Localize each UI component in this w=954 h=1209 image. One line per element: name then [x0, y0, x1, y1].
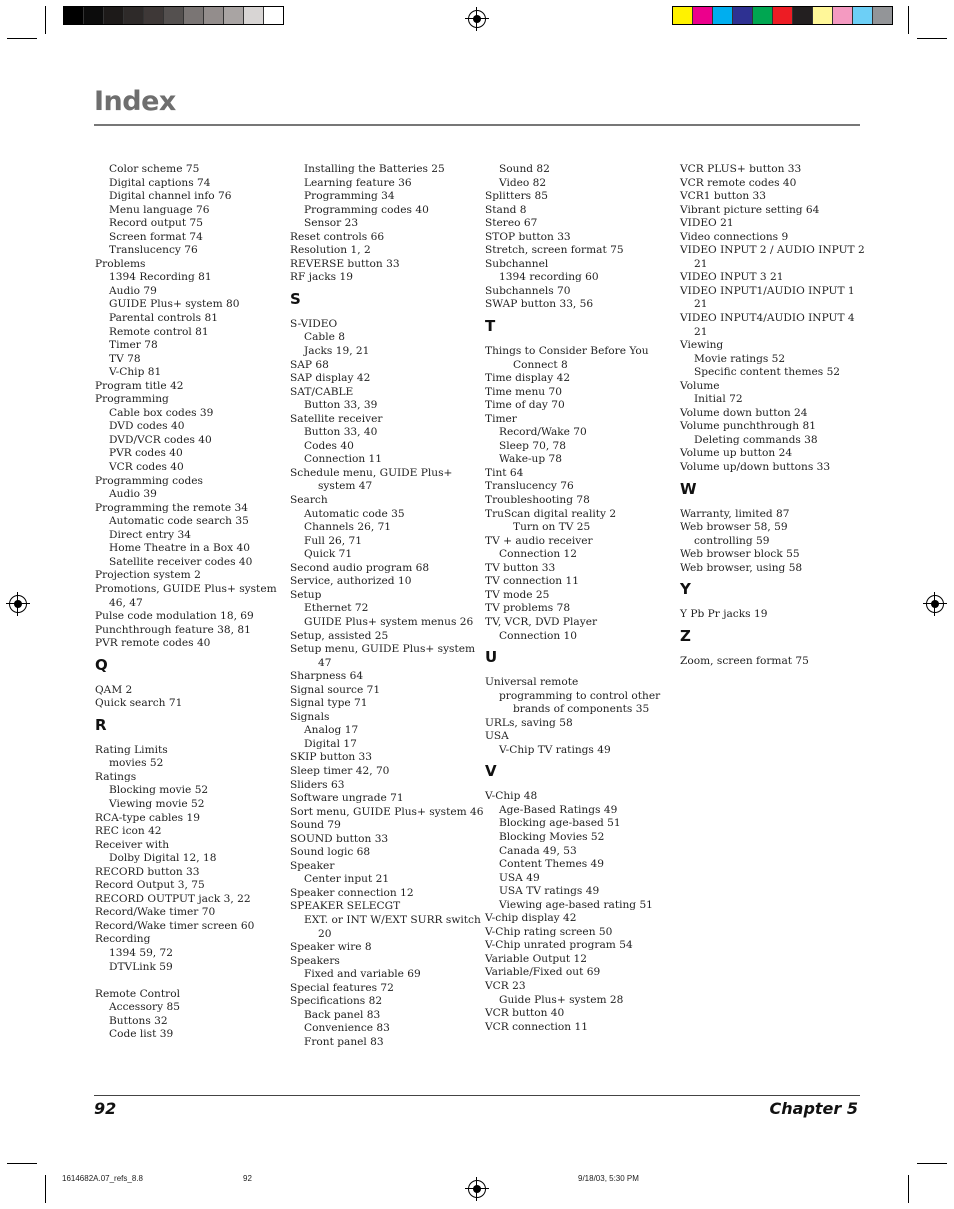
index-entry: TruScan digital reality 2 — [485, 507, 617, 520]
index-subentry: controlling 59 — [694, 534, 770, 547]
index-subentry: Accessory 85 — [109, 1001, 180, 1014]
index-entry: TV button 33 — [485, 561, 556, 574]
index-entry: Speaker — [290, 859, 335, 872]
index-entry: Universal remote — [485, 676, 579, 689]
index-subentry: Connection 11 — [304, 453, 383, 466]
index-entry: TV problems 78 — [485, 602, 571, 615]
index-subentry: 1394 Recording 81 — [109, 271, 212, 284]
index-letter-heading: Z — [680, 626, 691, 645]
index-entry: Things to Consider Before You — [485, 345, 649, 358]
index-subentry: Turn on TV 25 — [513, 521, 591, 534]
footer-rule — [94, 1095, 860, 1096]
index-subentry: Parental controls 81 — [109, 312, 218, 325]
index-letter-heading: T — [485, 317, 496, 336]
index-subentry: Translucency 76 — [109, 244, 198, 257]
index-entry: REVERSE button 33 — [290, 257, 400, 270]
index-subentry: Audio 79 — [109, 284, 157, 297]
index-subentry: Specific content themes 52 — [694, 366, 841, 379]
color-swatch — [873, 7, 892, 24]
index-subentry: Initial 72 — [694, 393, 743, 406]
index-subentry: Guide Plus+ system 28 — [499, 993, 624, 1006]
index-subentry: TV 78 — [109, 352, 141, 365]
index-subentry: Sound 82 — [499, 163, 550, 175]
index-entry: Pulse code modulation 18, 69 — [95, 610, 254, 623]
index-entry: Punchthrough feature 38, 81 — [95, 623, 251, 636]
index-entry: QAM 2 — [95, 683, 133, 696]
index-entry: Resolution 1, 2 — [290, 244, 371, 257]
color-swatch — [713, 7, 733, 24]
index-subentry: Convenience 83 — [304, 1022, 390, 1035]
index-entry: V-Chip rating screen 50 — [485, 925, 613, 938]
index-entry: VCR remote codes 40 — [680, 176, 797, 189]
index-entry: Timer — [485, 412, 517, 425]
index-column-3 — [485, 163, 671, 1034]
color-swatch — [813, 7, 833, 24]
index-subentry: V-Chip 81 — [109, 366, 162, 379]
index-subentry: 20 — [318, 927, 332, 940]
index-entry: Stereo 67 — [485, 217, 538, 230]
crop-mark — [45, 6, 46, 34]
index-subentry: Buttons 32 — [109, 1014, 168, 1027]
index-entry: Schedule menu, GUIDE Plus+ — [290, 466, 453, 479]
index-entry: Volume — [680, 379, 720, 392]
index-entry: Programming codes — [95, 474, 203, 487]
color-swatch-bar — [672, 6, 893, 25]
index-entry: REC icon 42 — [95, 825, 162, 838]
index-entry: TV mode 25 — [485, 588, 550, 601]
color-swatch — [84, 7, 104, 24]
index-subentry: Wake-up 78 — [499, 453, 563, 466]
index-entry: VIDEO INPUT 2 / AUDIO INPUT 2 — [680, 244, 865, 257]
color-swatch — [733, 7, 753, 24]
index-subentry: Sleep 70, 78 — [499, 439, 567, 452]
color-swatch — [773, 7, 793, 24]
slug-page-number: 92 — [243, 1174, 252, 1183]
index-subentry: Movie ratings 52 — [694, 352, 786, 365]
index-subentry: Programming codes 40 — [304, 203, 429, 216]
index-subentry: Color scheme 75 — [109, 163, 200, 175]
index-subentry: Deleting commands 38 — [694, 433, 818, 446]
index-subentry: GUIDE Plus+ system menus 26 — [304, 615, 474, 628]
index-entry: Ratings — [95, 770, 137, 783]
index-subentry: 47 — [318, 656, 332, 669]
index-entry: Sound logic 68 — [290, 846, 371, 859]
index-entry: Program title 42 — [95, 379, 184, 392]
index-subentry: Blocking movie 52 — [109, 784, 209, 797]
index-entry: VIDEO INPUT4/AUDIO INPUT 4 — [680, 312, 855, 325]
index-subentry: Full 26, 71 — [304, 534, 363, 547]
index-entry: Recording — [95, 933, 151, 946]
index-entry: Specifications 82 — [290, 995, 383, 1008]
index-entry: VCR connection 11 — [485, 1020, 588, 1033]
index-subentry: Canada 49, 53 — [499, 844, 577, 857]
index-entry: Splitters 85 — [485, 190, 548, 203]
index-entry: Setup — [290, 588, 322, 601]
chapter-label: Chapter 5 — [769, 1099, 858, 1118]
index-subentry: 1394 recording 60 — [499, 271, 599, 284]
index-subentry: Fixed and variable 69 — [304, 968, 421, 981]
index-subentry: Screen format 74 — [109, 230, 203, 243]
index-subentry: Code list 39 — [109, 1028, 174, 1041]
index-entry: VIDEO 21 — [680, 217, 734, 230]
crop-mark — [917, 1163, 947, 1164]
index-subentry: Content Themes 49 — [499, 858, 605, 871]
index-entry: USA — [485, 730, 509, 743]
crop-mark — [45, 1175, 46, 1203]
index-entry: VCR button 40 — [485, 1007, 565, 1020]
page-title: Index — [94, 86, 176, 117]
index-subentry: 46, 47 — [109, 596, 143, 609]
index-letter-heading: R — [95, 715, 107, 734]
index-subentry: Installing the Batteries 25 — [304, 163, 445, 175]
index-subentry: 21 — [694, 298, 708, 311]
index-entry: Variable/Fixed out 69 — [485, 966, 601, 979]
index-entry: Record/Wake timer screen 60 — [95, 919, 255, 932]
registration-mark-icon — [468, 1180, 486, 1198]
index-subentry: Codes 40 — [304, 439, 354, 452]
index-subentry: programming to control other — [499, 689, 661, 702]
crop-mark — [908, 6, 909, 34]
index-subentry: Sensor 23 — [304, 217, 359, 230]
index-subentry: DTVLink 59 — [109, 960, 173, 973]
index-entry: TV connection 11 — [485, 575, 579, 588]
index-entry: TV, VCR, DVD Player — [485, 615, 598, 628]
index-subentry: Button 33, 39 — [304, 399, 378, 412]
index-subentry: Viewing age-based rating 51 — [499, 898, 653, 911]
index-subentry: Analog 17 — [304, 724, 359, 737]
index-entry: VIDEO INPUT 3 21 — [680, 271, 784, 284]
color-swatch — [693, 7, 713, 24]
index-subentry: Blocking age-based 51 — [499, 817, 621, 830]
index-entry: Rating Limits — [95, 743, 168, 756]
index-entry: Time display 42 — [485, 372, 571, 385]
index-column-2 — [290, 163, 484, 1049]
index-entry: Setup, assisted 25 — [290, 629, 389, 642]
index-entry: Signal source 71 — [290, 683, 381, 696]
index-letter-heading: U — [485, 648, 498, 667]
index-subentry: Center input 21 — [304, 873, 390, 886]
index-entry: Stretch, screen format 75 — [485, 244, 624, 257]
index-entry: Video connections 9 — [680, 230, 789, 243]
color-swatch — [753, 7, 773, 24]
index-letter-heading: Y — [680, 580, 691, 599]
index-entry: Volume up button 24 — [680, 447, 793, 460]
index-subentry: Automatic code search 35 — [109, 515, 249, 528]
index-entry: Tint 64 — [485, 466, 524, 479]
index-entry: Search — [290, 494, 328, 507]
color-swatch — [184, 7, 204, 24]
index-entry: Web browser 58, 59 — [680, 521, 788, 534]
index-subentry: 1394 59, 72 — [109, 946, 174, 959]
index-entry: Programming the remote 34 — [95, 501, 249, 514]
index-entry: Service, authorized 10 — [290, 575, 412, 588]
index-entry: SOUND button 33 — [290, 832, 389, 845]
color-swatch — [833, 7, 853, 24]
index-subentry: USA TV ratings 49 — [499, 885, 600, 898]
color-swatch — [264, 7, 283, 24]
index-entry: RCA-type cables 19 — [95, 811, 200, 824]
index-entry: Translucency 76 — [485, 480, 574, 493]
index-entry: Troubleshooting 78 — [485, 494, 590, 507]
index-entry: Volume up/down buttons 33 — [680, 461, 831, 474]
index-entry: Sliders 63 — [290, 778, 345, 791]
registration-mark-icon — [926, 595, 944, 613]
index-subentry: EXT. or INT W/EXT SURR switch — [304, 913, 481, 926]
index-entry: Quick search 71 — [95, 697, 183, 710]
index-entry: Vibrant picture setting 64 — [680, 203, 820, 216]
index-entry: Speaker connection 12 — [290, 886, 414, 899]
index-subentry: Digital 17 — [304, 737, 357, 750]
index-entry: Time of day 70 — [485, 399, 565, 412]
index-subentry: 21 — [694, 325, 708, 338]
color-swatch — [64, 7, 84, 24]
index-entry: VCR 23 — [485, 979, 526, 992]
crop-mark — [7, 38, 37, 39]
index-entry: Subchannels 70 — [485, 284, 571, 297]
index-entry: URLs, saving 58 — [485, 716, 573, 729]
index-entry: RECORD OUTPUT jack 3, 22 — [95, 892, 251, 905]
index-entry: Web browser block 55 — [680, 548, 800, 561]
index-entry: Zoom, screen format 75 — [680, 654, 809, 667]
slug-timestamp: 9/18/03, 5:30 PM — [578, 1174, 639, 1183]
index-entry: Problems — [95, 257, 146, 270]
index-subentry: Digital channel info 76 — [109, 190, 232, 203]
index-entry: Variable Output 12 — [485, 952, 588, 965]
index-subentry: Dolby Digital 12, 18 — [109, 852, 217, 865]
index-entry: SKIP button 33 — [290, 751, 373, 764]
index-subentry: VCR codes 40 — [109, 461, 184, 474]
index-entry: Promotions, GUIDE Plus+ system — [95, 582, 277, 595]
index-entry: SAP display 42 — [290, 372, 371, 385]
index-entry: Subchannel — [485, 257, 549, 270]
index-entry: SAT/CABLE — [290, 385, 354, 398]
index-subentry: Direct entry 34 — [109, 528, 192, 541]
index-letter-heading: Q — [95, 655, 108, 674]
index-entry: STOP button 33 — [485, 230, 571, 243]
index-subentry: Menu language 76 — [109, 203, 210, 216]
index-entry: Volume down button 24 — [680, 406, 808, 419]
index-subentry: Viewing movie 52 — [109, 797, 205, 810]
index-spacer — [95, 974, 281, 988]
index-entry: V-chip display 42 — [485, 912, 577, 925]
index-subentry: PVR codes 40 — [109, 447, 183, 460]
color-swatch — [853, 7, 873, 24]
index-subentry: system 47 — [318, 480, 373, 493]
index-subentry: Channels 26, 71 — [304, 521, 392, 534]
index-entry: Stand 8 — [485, 203, 527, 216]
index-subentry: USA 49 — [499, 871, 540, 884]
index-entry: V-Chip 48 — [485, 790, 538, 803]
index-letter-heading: V — [485, 762, 497, 781]
color-swatch — [144, 7, 164, 24]
index-subentry: Button 33, 40 — [304, 426, 378, 439]
index-letter-heading: W — [680, 479, 697, 498]
index-entry: SWAP button 33, 56 — [485, 298, 594, 311]
index-entry: Receiver with — [95, 838, 170, 851]
index-entry: Record/Wake timer 70 — [95, 906, 216, 919]
index-subentry: Automatic code 35 — [304, 507, 405, 520]
index-entry: Reset controls 66 — [290, 230, 385, 243]
index-entry: VCR PLUS+ button 33 — [680, 163, 802, 175]
color-swatch — [164, 7, 184, 24]
color-swatch — [793, 7, 813, 24]
color-swatch — [244, 7, 264, 24]
index-subentry: Learning feature 36 — [304, 176, 412, 189]
index-entry: Remote Control — [95, 987, 180, 1000]
index-subentry: Record output 75 — [109, 217, 203, 230]
index-entry: Speakers — [290, 954, 340, 967]
crop-mark — [908, 1175, 909, 1203]
color-swatch — [224, 7, 244, 24]
index-entry: Sort menu, GUIDE Plus+ system 46 — [290, 805, 484, 818]
index-entry: Speaker wire 8 — [290, 941, 372, 954]
gray-swatch-bar — [63, 6, 284, 25]
index-entry: Second audio program 68 — [290, 561, 430, 574]
color-swatch — [204, 7, 224, 24]
index-subentry: DVD codes 40 — [109, 420, 185, 433]
index-entry: Programming — [95, 393, 169, 406]
index-subentry: Remote control 81 — [109, 325, 209, 338]
index-entry: Viewing — [680, 339, 724, 352]
index-entry: Satellite receiver — [290, 412, 383, 425]
index-entry: Volume punchthrough 81 — [680, 420, 816, 433]
registration-mark-icon — [9, 595, 27, 613]
index-column-1 — [95, 163, 281, 1042]
index-subentry: Front panel 83 — [304, 1035, 384, 1048]
registration-mark-icon — [468, 10, 486, 28]
index-subentry: V-Chip TV ratings 49 — [499, 743, 611, 756]
index-entry: Web browser, using 58 — [680, 561, 803, 574]
index-subentry: Jacks 19, 21 — [304, 345, 370, 358]
index-subentry: Cable box codes 39 — [109, 406, 214, 419]
index-subentry: Cable 8 — [304, 331, 345, 344]
index-subentry: movies 52 — [109, 757, 164, 770]
title-rule — [94, 124, 860, 126]
index-entry: V-Chip unrated program 54 — [485, 939, 633, 952]
index-subentry: Age-Based Ratings 49 — [499, 803, 618, 816]
index-entry: S-VIDEO — [290, 317, 338, 330]
index-entry: Sound 79 — [290, 819, 341, 832]
index-entry: TV + audio receiver — [485, 534, 593, 547]
index-subentry: 21 — [694, 257, 708, 270]
slug-filename: 1614682A.07_refs_8.8 — [62, 1174, 143, 1183]
index-entry: Projection system 2 — [95, 569, 201, 582]
index-subentry: Back panel 83 — [304, 1008, 381, 1021]
index-entry: Time menu 70 — [485, 385, 562, 398]
crop-mark — [917, 38, 947, 39]
index-entry: Special features 72 — [290, 981, 394, 994]
index-subentry: Ethernet 72 — [304, 602, 369, 615]
crop-mark — [7, 1163, 37, 1164]
page-number: 92 — [94, 1099, 117, 1118]
color-swatch — [673, 7, 693, 24]
index-subentry: Quick 71 — [304, 548, 353, 561]
index-subentry: Programming 34 — [304, 190, 395, 203]
index-entry: VIDEO INPUT1/AUDIO INPUT 1 — [680, 284, 855, 297]
index-entry: Record Output 3, 75 — [95, 879, 205, 892]
index-entry: VCR1 button 33 — [680, 190, 767, 203]
index-entry: PVR remote codes 40 — [95, 637, 211, 650]
index-subentry: brands of components 35 — [513, 703, 650, 716]
index-subentry: Satellite receiver codes 40 — [109, 555, 253, 568]
index-entry: SAP 68 — [290, 358, 329, 371]
index-column-4 — [680, 163, 866, 668]
index-subentry: Audio 39 — [109, 488, 157, 501]
index-subentry: Video 82 — [499, 176, 547, 189]
index-subentry: DVD/VCR codes 40 — [109, 433, 212, 446]
index-subentry: Connection 10 — [499, 629, 578, 642]
index-entry: Sharpness 64 — [290, 670, 364, 683]
index-entry: Warranty, limited 87 — [680, 507, 790, 520]
index-subentry: Connection 12 — [499, 548, 578, 561]
index-entry: RF jacks 19 — [290, 271, 353, 284]
index-subentry: Blocking Movies 52 — [499, 830, 605, 843]
index-subentry: Record/Wake 70 — [499, 426, 587, 439]
index-entry: Signal type 71 — [290, 697, 368, 710]
index-subentry: Home Theatre in a Box 40 — [109, 542, 250, 555]
index-subentry: Connect 8 — [513, 358, 568, 371]
index-entry: SPEAKER SELECGT — [290, 900, 401, 913]
index-entry: Signals — [290, 710, 330, 723]
index-subentry: Timer 78 — [109, 339, 158, 352]
index-letter-heading: S — [290, 289, 301, 308]
index-entry: Y Pb Pr jacks 19 — [680, 608, 768, 621]
index-entry: RECORD button 33 — [95, 865, 200, 878]
index-subentry: GUIDE Plus+ system 80 — [109, 298, 240, 311]
color-swatch — [104, 7, 124, 24]
index-subentry: Digital captions 74 — [109, 176, 211, 189]
index-entry: Sleep timer 42, 70 — [290, 764, 390, 777]
index-entry: Software ungrade 71 — [290, 792, 404, 805]
index-entry: Setup menu, GUIDE Plus+ system — [290, 643, 476, 656]
color-swatch — [124, 7, 144, 24]
